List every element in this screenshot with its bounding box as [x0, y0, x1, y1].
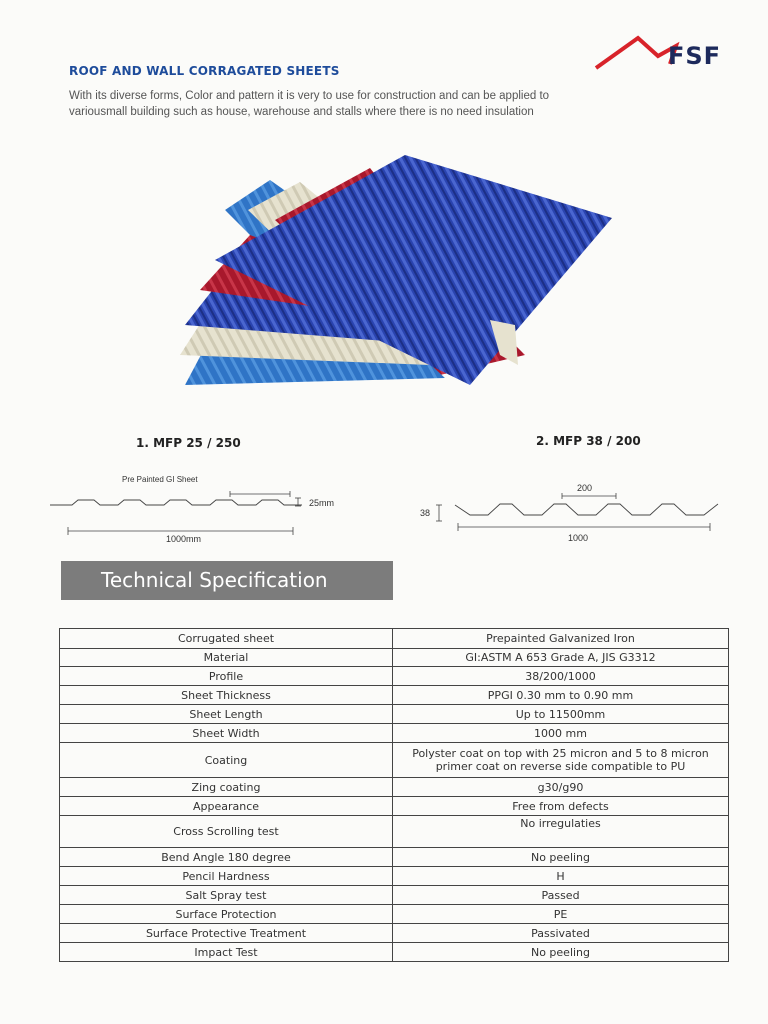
- spec-value: 1000 mm: [393, 724, 729, 743]
- spec-property: Salt Spray test: [60, 886, 393, 905]
- table-row: [60, 686, 729, 705]
- table-row: [60, 867, 729, 886]
- spec-property: Cross Scrolling test: [60, 816, 393, 848]
- spec-value: Up to 11500mm: [393, 705, 729, 724]
- spec-property: Appearance: [60, 797, 393, 816]
- table-row: [60, 886, 729, 905]
- spec-value: 38/200/1000: [393, 667, 729, 686]
- table-row: [60, 905, 729, 924]
- intro-text: With its diverse forms, Color and pattern it is very to use for construction and can be applied to variousmall building such as house, warehouse and stalls where there is no need insulation: [69, 90, 550, 118]
- brand-name: FSF: [668, 42, 722, 70]
- spec-property: Sheet Width: [60, 724, 393, 743]
- profile-1-width-label: 1000mm: [166, 534, 202, 544]
- spec-value: PPGI 0.30 mm to 0.90 mm: [393, 686, 729, 705]
- spec-property: Profile: [60, 667, 393, 686]
- profile-2-width-label: 1000: [568, 533, 589, 543]
- table-row: [60, 724, 729, 743]
- spec-value: PE: [393, 905, 729, 924]
- table-row: [60, 778, 729, 797]
- page-title: ROOF AND WALL CORRAGATED SHEETS: [69, 64, 340, 78]
- table-row: [60, 816, 729, 848]
- table-row: [60, 667, 729, 686]
- spec-property: Material: [60, 649, 393, 667]
- profile-1-height-label: 25mm: [309, 498, 335, 508]
- spec-value: No irregulaties: [393, 816, 729, 848]
- profile-2-title: 2. MFP 38 / 200: [536, 434, 641, 448]
- spec-value: Prepainted Galvanized Iron: [393, 629, 729, 649]
- section-title: Technical Specification: [101, 568, 328, 592]
- spec-value: H: [393, 867, 729, 886]
- spec-table: [59, 628, 729, 962]
- profile-1-title: 1. MFP 25 / 250: [136, 436, 241, 450]
- spec-property: Corrugated sheet: [60, 629, 393, 649]
- spec-value: Passivated: [393, 924, 729, 943]
- spec-property: Zing coating: [60, 778, 393, 797]
- spec-value: Polyster coat on top with 25 micron and 5 to 8 micron primer coat on reverse side compatible to PU: [393, 743, 729, 778]
- profile-2-height-label: 38: [420, 508, 431, 518]
- spec-property: Pencil Hardness: [60, 867, 393, 886]
- table-row: [60, 649, 729, 667]
- spec-value: No peeling: [393, 943, 729, 962]
- table-row: [60, 797, 729, 816]
- section-banner: [61, 561, 393, 600]
- table-row: [60, 848, 729, 867]
- spec-property: Sheet Thickness: [60, 686, 393, 705]
- spec-value: Passed: [393, 886, 729, 905]
- spec-property: Coating: [60, 743, 393, 778]
- table-row: [60, 629, 729, 649]
- profile-1-caption: Pre Painted GI Sheet: [122, 475, 198, 484]
- table-row: [60, 705, 729, 724]
- spec-value: Free from defects: [393, 797, 729, 816]
- spec-property: Surface Protective Treatment: [60, 924, 393, 943]
- table-row: [60, 743, 729, 778]
- spec-property: Surface Protection: [60, 905, 393, 924]
- table-row: [60, 924, 729, 943]
- spec-property: Impact Test: [60, 943, 393, 962]
- spec-value: GI:ASTM A 653 Grade A, JIS G3312: [393, 649, 729, 667]
- spec-value: g30/g90: [393, 778, 729, 797]
- table-row: [60, 943, 729, 962]
- spec-value: No peeling: [393, 848, 729, 867]
- spec-property: Bend Angle 180 degree: [60, 848, 393, 867]
- corrugated-sheets-image: [170, 150, 630, 395]
- profile-2-pitch-label: 200: [577, 483, 593, 493]
- spec-property: Sheet Length: [60, 705, 393, 724]
